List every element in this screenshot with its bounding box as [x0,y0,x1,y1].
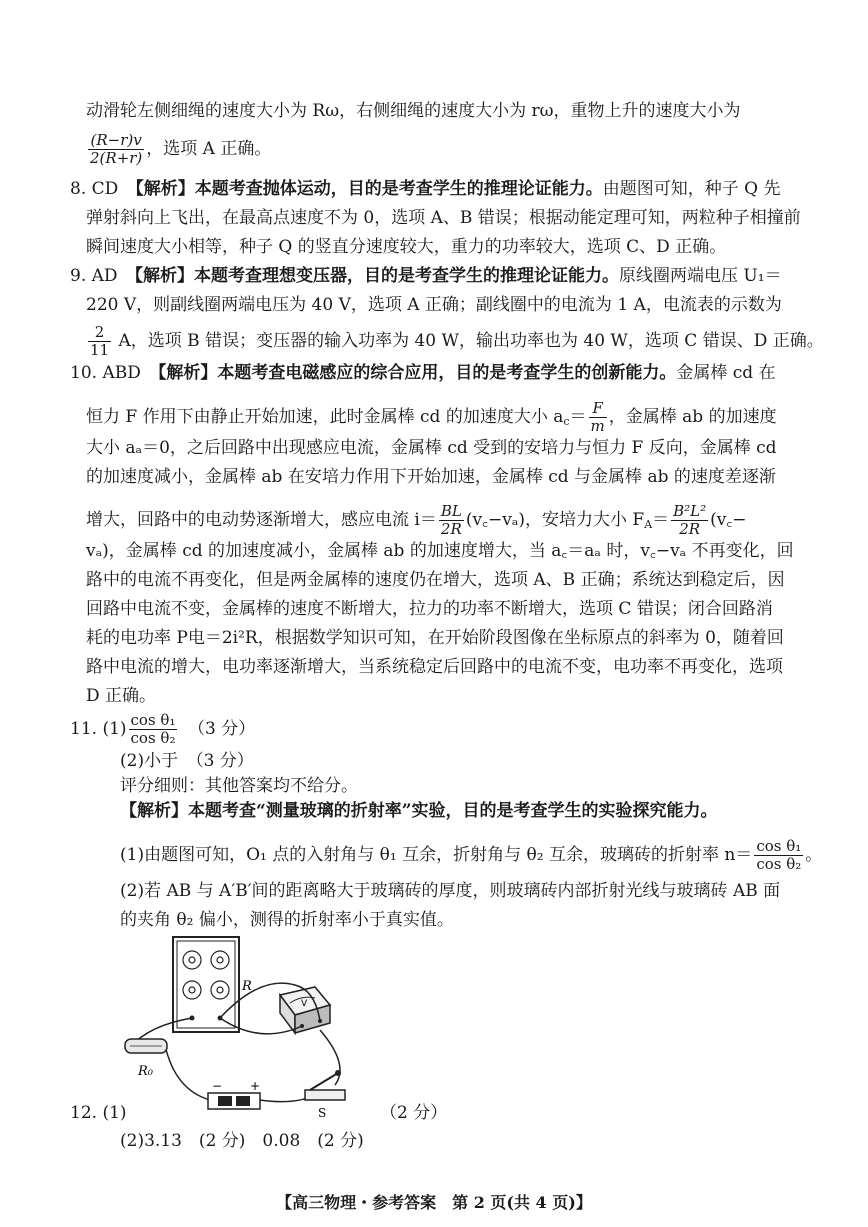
label-S: S [318,1106,327,1120]
battery-plus-label: + [250,1079,261,1093]
q12-part2: (2)3.13 (2 分) 0.08 (2 分) [120,1131,364,1151]
q11-explain2-line1: (2)若 AB 与 A′B′间的距离略大于玻璃砖的厚度，则玻璃砖内部折射光线与玻璃砖 AB 面 [120,881,781,901]
q9-line2: 220 V，则副线圈两端电压为 40 V，选项 A 正确；副线圈中的电流为 1 A，电流表的示数为 [86,295,782,315]
q10-line7: 路中的电流不再变化，但是两金属棒的速度仍在增大，选项 A、B 正确；系统达到稳定后，因 [86,570,785,590]
q10-line5: 增大，回路中的电动势逐渐增大，感应电流 i＝ $\frac{BL}{2R}$ (v꜀−vₐ)，安培力大小 $F_A=$ $\frac{\text{B²L²}}{2R}$ (v꜀− [86,502,747,538]
q7-line2: $\frac{(R-r)v}{2(R+r)}$ ，选项 A 正确。 [90,131,272,167]
q11-rule: 评分细则：其他答案均不给分。 [120,776,358,796]
q10-line4: 的加速度减小，金属棒 ab 在安培力作用下开始加速，金属棒 cd 与金属棒 ab 的速度差逐渐 [86,467,776,487]
q11-part2: (2)小于 （3 分） [120,751,254,771]
q10-line10: 路中电流的增大，电功率逐渐增大，当系统稳定后回路中的电流不变，电功率不再变化，选项 [86,657,783,677]
q10-line2: 恒力 F 作用下由静止开始加速，此时金属棒 cd 的加速度大小 $a_c=$ $\frac{F}{m}$ ，金属棒 ab 的加速度 [86,399,777,435]
q12-part1: 12. (1) [70,1103,127,1123]
battery-minus-label: − [212,1079,223,1093]
q11-explain1: (1)由题图可知，O₁ 点的入射角与 θ₁ 互余，折射角与 θ₂ 互余，玻璃砖的折射率 n＝ $\frac{\text{cos θ₁}}{\text{cos θ₂}}$ 。 [120,837,823,873]
label-R0: R₀ [138,1064,153,1079]
q9-line1: 9. AD 【解析】本题考查理想变压器，目的是考查学生的推理论证能力。原线圈两端电压 U₁＝ [70,266,782,286]
q10-line1: 10. ABD 【解析】本题考查电磁感应的综合应用，目的是考查学生的创新能力。金属棒 cd 在 [70,363,776,383]
q10-line9: 耗的电功率 P电＝2i²R，根据数学知识可知，在开始阶段图像在坐标原点的斜率为 0，随着回 [86,628,784,648]
q11-fraction-n: $\frac{\text{cos θ₁}}{\text{cos θ₂}}$ [756,837,802,873]
resistor-R0 [125,1039,167,1053]
switch-S [305,1070,345,1100]
q10-line11: D 正确。 [86,686,157,706]
q8-line1: 8. CD 【解析】本题考查抛体运动，目的是考查学生的推理论证能力。由题图可知，种子 Q 先 [70,179,781,199]
voltmeter [280,987,330,1033]
q7-line1: 动滑轮左侧细绳的速度大小为 Rω，右侧细绳的速度大小为 rω，重物上升的速度大小为 [86,101,741,121]
q11-explain2-line2: 的夹角 θ₂ 偏小，测得的折射率小于真实值。 [120,910,454,930]
q12-part1-score: （2 分） [380,1103,448,1123]
label-meter: V [301,999,308,1009]
q11-tag: 【解析】本题考查“测量玻璃的折射率”实验，目的是考查学生的实验探究能力。 [120,801,718,821]
q10-line3: 大小 aₐ＝0，之后回路中出现感应电流，金属棒 cd 受到的安培力与恒力 F 反向，金属棒 cd [86,438,777,458]
q10-fraction-b2l2: $\frac{\text{B²L²}}{2R}$ [673,502,707,538]
q7-fraction: $\frac{(R-r)v}{2(R+r)}$ [90,131,143,167]
q10-fraction-fm: $\frac{F}{m}$ [590,399,605,435]
battery [208,1093,260,1109]
q8-line3: 瞬间速度大小相等，种子 Q 的竖直分速度较大，重力的功率较大，选项 C、D 正确。 [86,237,727,257]
label-R: R [242,979,252,994]
q9-line3: $\frac{2}{11}$ A，选项 B 错误；变压器的输入功率为 40 W，输出功率也为 40 W，选项 C 错误、D 正确。 [90,323,824,359]
resistance-box [173,937,239,1032]
q8-line2: 弹射斜向上飞出，在最高点速度不为 0，选项 A、B 错误；根据动能定理可知，两粒种子相撞前 [86,208,801,228]
q9-fraction: $\frac{2}{11}$ [90,323,110,359]
q11-fraction-answer: $\frac{\text{cos θ₁}}{\text{cos θ₂}}$ [130,711,176,747]
q10-fraction-bl: $\frac{BL}{2R}$ [440,502,462,538]
q10-line6: vₐ)，金属棒 cd 的加速度减小，金属棒 ab 的加速度增大，当 a꜀＝aₐ 时，v꜀−vₐ 不再变化，回 [86,541,794,561]
q11-part1: 11. (1) $\frac{\text{cos θ₁}}{\text{cos θ₂}}$ （3 分） [70,711,256,747]
q10-line8: 回路中电流不变，金属棒的速度不断增大，拉力的功率不断增大，选项 C 错误；闭合回路消 [86,599,773,619]
page-footer: 【高三物理・参考答案 第 2 页(共 4 页)】 [276,1193,592,1212]
circuit-diagram [110,935,370,1125]
